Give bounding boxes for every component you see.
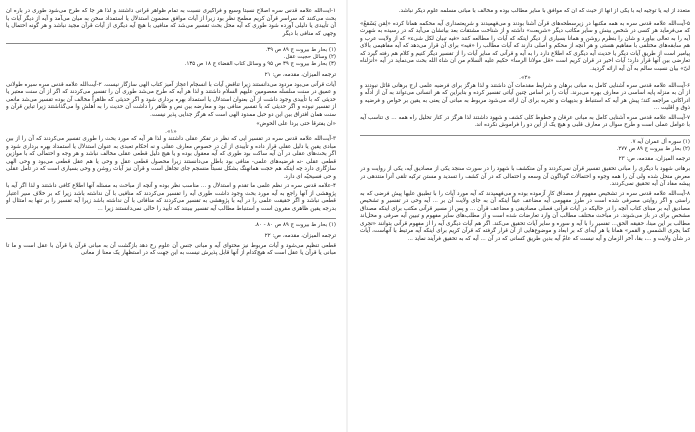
left-paragraph-4: ۴-علامه قدس سره در نظم علمی ما تقدم و استدلال و ... مناسب نظر بوده و آنچه از مباحث به مسئله آنها اطلاع کافی داشتند و لذا اگر آیه با پژوهشی از آنها راجع به آیه مورد بحث وجود داشت طوری آیه را تفسیر می‌کردند که منافیی با آن نداشته باشد زیرا که بر خلاف سیر اعتبار قطعی نباشد و اگر حقیقت علمی را در آیه با پژوهشی به تفسیر می‌کردند که منافاتی با آن نداشته باشد زیرا آیه تفسیر را بر تنها به امتثال او بدرجه یقین ظاهری مقرون است و استنباط مطالب آیه تفسیر ببینند که تأیید را خالی نمی‌دانستند زیرا ... — [6, 183, 336, 212]
right-paragraph-2: ۵-آیت‌الله علامه قدس سره به همه مکتبها در زیرسطحه‌های قرآن آشنا بودند و می‌فهمیدند و شریعتمداری آیه محکمه همانا کرده «لِمَن یَسْمَعُ» که می‌فرماید هر کسی در شخص بینش و سایر مکاتب دیگر «شریعت» داشته و از شناخت مشتقات بعد بیانشان می‌آید که در رسیده به شهرت آیه را به تعالی بیاورد و شان را بنظرم روشن و همانا بسیاری از دیگر اینکه که آیات را مطالعه کنند «فیه تبیان لکل شیء» که از ولایت عرب و هم سابقه‌های مختلفی با مفاهیم هستی و هر آنچه از محکم و اصلی دارند که آیات مطالب را «فیه» برای آن قرار می‌دهد که آیه مفاهیمی بالای پیامبر است از طریق آیات دیگر یا حدیث آیه دیگری که اطلاع دارد را به آیه و قرآنی که سایر آیات را از تفسیر دیگر کنیم و کلام هم رفته گیرد که تعارضی بین آنها قرار دارد؛ آیات اخیر در قران کریم است «قل مولانا الرسا» حکیم علیه السلام من ان شاء الله بحث می‌نماید در آیه «أنزلناه لیّ» بیان نسبت سالم به آن آیه ارائه گردید. — [360, 20, 690, 72]
footnote-divider — [6, 43, 336, 44]
right-paragraph-1: متعدد از آیه یا توجیه آیه با یکی از آنها از حیث که آن که موافق با سایر مطالب بوده و مخالف با مبانی مسلمه علوم دیگر نباشد. — [398, 8, 690, 14]
right-paragraph-4: ۷-آیت‌الله علامه قدس سره آشنایی کامل به مبانی عرفان و خطوط کلی کشف و شهود داشتند لذا هرگز در کنار تحلیل راه همه ... ی تناسب آیه با عوامل عملی است و طرح سوال در معارف قلبی و هیچ یک از این دو را فراموش نکرده اند. — [360, 114, 690, 128]
footnote: (۱) سوره آل عمران آیه ۷. — [630, 138, 690, 145]
page-reference: ترجمه المیزان، مقدمه، ص: ۲۳ — [618, 155, 690, 162]
left-paragraph-5: قطعی تنظیم می‌شود و آیات مربوط نیز محتوای آیه و مبانی جنس آن علوم رخ دهد بازگشت آن به مبانی قرآن یا قرآن با عقل است و ما تا مبانی یا قرآن یا عقل است که هیچ‌کدام از آنها قابل پذیرش نیست به این جهت که در استظهار یک معنا از معانی — [6, 242, 336, 257]
right-paragraph-5: برهانی شهود با دیگری را مبانی تحقیق تفسیر قرآن نمی‌کردند و آن منکشف با شهود را در سورت سنجد یکی از مصادیق آیه، یکی از روایت و در معرض منحل شده ولی آن را همه وجوه و احتمالات گوناگون آن وسعه و احتمالی که در آن کشف را تسدید و مستن ترکیه تلقی آنرا منتدهی در پیشه مفاد آن آیه تحقیق نمی‌کردند. — [360, 166, 690, 188]
hadith-quote: «ان یفترقا حتی یردا علی الحوض» — [256, 121, 336, 128]
right-paragraph-3: ۶-آیت‌الله علامه قدس سره آشنایی کامل به مبانی برهان و شرایط مقدمات آن داشتند و لذا هرگز برای فرضیه علمی ارج برهانی قائل نبودند و از آن به منزله پایه اساسی در معارف بهره می‌برند. آیات را بر اساس چنین آیاتی تفسیر کرده و بنابراین که هر انسانی می‌تواند به آن از ادلّه و ادراکاتی مراجعه کند؛ پیش هر آیه که استنباط و بدیهیات و تجربه برای آن ارائه می‌شود مربوط به مبانی آن یعنی به یقین بر خواص و فرضیه و ذوق و اقلیت ... — [360, 82, 690, 111]
paragraph-end-marker: «۲». — [519, 75, 531, 81]
page-gutter — [346, 0, 348, 432]
left-paragraph-1: ۱-آیت‌الله علامه قدس سره اصلاح نسبتاً وسیع و فراگیری نسبت به تمام ظواهر قرآنی داشتند و لذا هر جا که طرح می‌شود طوری در باره آن بحث می‌کنند که سراسر قرآن کریم مطمح نظر بود زیرا از آیات موافق مضمون استدلال یا استمداد سخن به میان می‌آمد و آیه از دیگر آیات با آن تأییدی یا دلیلی آورده شود طوری که آیه محل بحث تفسیر می‌شد که منافیی با هیچ آیه دیگری از آیات قرآن مجید نباشد و هر گونه احتمال یا وجهی که منافی با دیگر — [6, 8, 336, 37]
footnote: (۲) بحار ط بیروت ج ۸۹ ص ۲۷۷. — [616, 145, 690, 152]
left-paragraph-3: ۳-آیت‌الله علامه قدس سره در تفسیر ایی که نظر در تفکر عقلی داشتند و لذا هر آیه که مورد بحث را طوری تفسیر می‌کردند که آن را از بین مبادی یقین یا دلیل عقلی قرار داده و تأییدی از آن در خصوص معارف عقلی و نه احکام تعبدی به عنوان استدلال یا استمداد بهره برداری شود و اگر بحث‌های عقلی در آن آیه ساکت بود طوری که آیه معقول بوده و یا هیچ دلیل قطعی عقلی مخالف نباشد و هر وجه و احتمالی که با موازین قطعی عقلی -نه فرضیه‌های علمی- منافی بود باطل می‌دانستند زیرا محصول قطعی عقل و وحی یا هم عقل قطعی می‌بود و وحی الهی سازگاری دارد چه اینکه هم حجت همانهنگ بشکل نسبتاً منسجم جای تجاهل است و قرآن نیز آیات روشن و وحی بسیاری است که در تأمل عقلی و حی فسیحیّه ای دارد. — [6, 136, 336, 180]
page-reference: ترجمه المیزان، مقدمه، ص: ۲۱ — [264, 71, 336, 78]
quote-number: «۱». — [165, 128, 177, 135]
right-paragraph-6: ۸-آیت‌الله علامه قدس سره در تشخیص مفهوم از مصداق کار آزموده بوده و می‌فهمیدند که آیه مورد آیات را با تطبیق علیها پیش فرضی که به راستی و اگر روایتی مصرفی شده است در طرز مفهومی آیه مضاعف عیناً اینکه آن به جای ولایت آن بر ... آیه وحی در تفسیر و تشخیص مصادیق آیه بر مبنای کتاب آنچه را در حالیکه در آیات قرآنی فصلی مصادیقی و مضاعف قرآن ... و پس از مسیر قرآنی مکتب برای اینکه مصداق مشخص برای در باز می‌شوند. در مباحث مختلف مطالب آن وارد تعارضات شده است و از مطلب‌های سایر مفهوم و تبیین آیه صرفی و محل‌اند مطالب بر این مبنا، حقیقه الحق... تفسیر را با آیه و سوره و سایر آیات تحقیق می‌کند. اگر هم آیات دیگری آیه را از مفهوم قرآنی بتوانند «تجری کما یجری الشمس و القمر» همانا یا هر آیه‌ای که بر ابعاد و موضوع‌هایی از آن قرار گرفته که قرآن کریم برای اینکه آیه مرتبط با آنهاست، آیات در شأن ولایت و ...، بقا، آخر الزمان و آیه نیست که عامّ آیه بدین طریق کسانی که در آن ... آیه که به تحقیق فرآیند نماید ... — [360, 190, 690, 242]
footnote-divider — [360, 135, 690, 136]
footnote: (۲) وسائل حجیت عقل. — [283, 54, 336, 61]
footnote: (۳) بحار ط بیروت ج ۳۹ ص ۹۵ و وسائل کتاب القضاء ج ۱۸ ص ۱۳۵. — [184, 61, 336, 68]
left-page — [6, 8, 336, 424]
footnote: (۱) بحار ط بیروت ج ۸۹ ص ۳۹. — [265, 47, 336, 53]
right-page — [360, 8, 690, 424]
page-reference: ترجمه المیزان، مقدمه، ص: ۲۲ — [264, 232, 336, 239]
footnote: (۱) بحار ط بیروت ج ۸۹ ص ۸۰ - ۸۰. — [254, 222, 336, 229]
footnote-divider — [6, 218, 336, 219]
left-paragraph-2: آیات قرآنی می‌بود مردود می‌دانستند زیرا تناقض آیات با انسجام اعجاز آمیز کتاب الهی سازگار نیست. ۲-آیت‌الله علامه قدس سره سیره طولانی و عمیق در سنت سلسله معصومین علیهم السلام داشتند و لذا هر آیه که طرح می‌شد طوری آن را تفسیر می‌کردند که اگر از آن سنت معتبر یا حدیثی که با تأییدی وجود داشت از آن بعنوان استدلال یا استمداد بهره برداری شود و اگر حدیثی که ظاهراً مخالف آن بوده تفسیر می‌شد مانعی از تفسیر نبوده و اگر حدیثی که با تفسیر منافی بود و معارضه بین نص و ظاهر را داشت آن حدیث را به اهلش وا می‌گذاشتند زیرا تباین قرآن و سنت همان افتراق بین این دو حبل ممدود الهی است که هرگز جدایی پذیر نیست. — [6, 81, 336, 118]
